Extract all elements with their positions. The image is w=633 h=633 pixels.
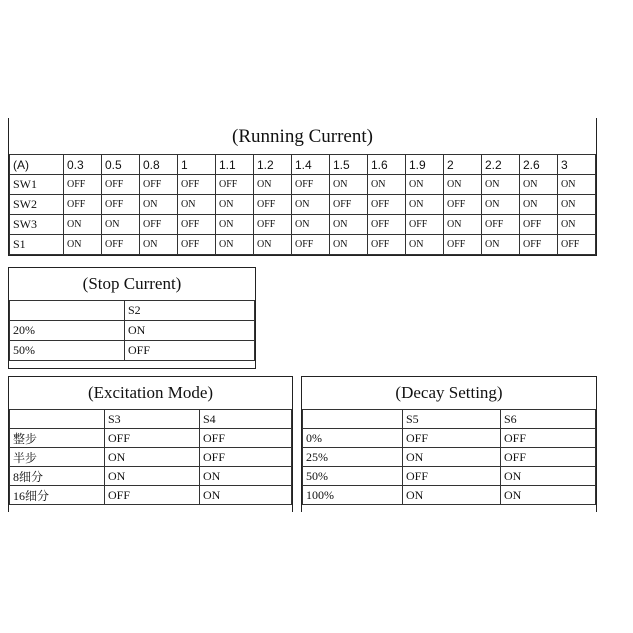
switch-value-cell: ON [558,175,596,195]
column-header-cell: 2 [444,155,482,175]
switch-value-cell: OFF [200,429,292,448]
switch-value-cell: OFF [501,448,596,467]
switch-value-cell: ON [520,195,558,215]
switch-value-cell: ON [558,195,596,215]
switch-value-cell: ON [292,195,330,215]
column-header-cell: 1.2 [254,155,292,175]
switch-value-cell: ON [330,175,368,195]
table-row [303,467,596,486]
table-row [10,486,292,505]
row-label-cell: 50% [303,467,403,486]
row-label-cell: SW1 [10,175,64,195]
switch-value-cell: ON [403,486,501,505]
switch-value-cell: OFF [444,195,482,215]
row-label-cell: 整步 [10,429,105,448]
switch-value-cell: ON [482,235,520,255]
switch-value-cell: OFF [292,235,330,255]
column-header-cell: 1.9 [406,155,444,175]
row-label-cell: S1 [10,235,64,255]
switch-value-cell: OFF [178,235,216,255]
switch-value-cell: ON [406,195,444,215]
column-header-cell: 0.3 [64,155,102,175]
switch-value-cell: OFF [102,175,140,195]
running-current-title: (Running Current) [232,126,373,147]
switch-value-cell: OFF [444,235,482,255]
decay-setting-table [301,376,597,512]
switch-value-cell: ON [140,235,178,255]
switch-value-cell: OFF [482,215,520,235]
header-row [10,301,255,321]
table-row [10,235,596,255]
switch-value-cell: ON [406,235,444,255]
column-header-cell: S3 [105,410,200,429]
row-label-cell: SW2 [10,195,64,215]
switch-value-cell: OFF [140,215,178,235]
switch-value-cell: ON [444,175,482,195]
switch-value-cell: ON [200,467,292,486]
row-label-cell: 50% [10,341,125,361]
decay-setting-title: (Decay Setting) [395,383,503,402]
column-header-cell: 2.2 [482,155,520,175]
switch-value-cell: ON [102,215,140,235]
switch-value-cell: ON [105,467,200,486]
table-row [10,215,596,235]
switch-value-cell: ON [482,195,520,215]
switch-value-cell: OFF [64,195,102,215]
table-row [10,429,292,448]
switch-value-cell: ON [501,486,596,505]
switch-value-cell: ON [200,486,292,505]
column-header-cell: 2.6 [520,155,558,175]
switch-value-cell: OFF [368,235,406,255]
header-row [10,410,292,429]
stop-current-title: (Stop Current) [82,274,182,293]
switch-value-cell: ON [558,215,596,235]
row-label-cell: 100% [303,486,403,505]
column-header-cell: 0.5 [102,155,140,175]
switch-value-cell: ON [520,175,558,195]
switch-value-cell: OFF [102,235,140,255]
running-current-grid [9,154,596,255]
column-header-cell: 1.4 [292,155,330,175]
switch-value-cell: ON [368,175,406,195]
switch-value-cell: OFF [105,429,200,448]
switch-value-cell: ON [292,215,330,235]
corner-cell [10,301,125,321]
table-row [10,195,596,215]
switch-value-cell: OFF [140,175,178,195]
row-label-cell: 半步 [10,448,105,467]
running-current-table [8,118,597,256]
switch-value-cell: OFF [368,195,406,215]
corner-cell: (A) [10,155,64,175]
switch-value-cell: OFF [403,467,501,486]
excitation-mode-table [8,376,293,512]
column-header-cell: S4 [200,410,292,429]
stop-current-grid [9,300,255,361]
column-header-cell: 0.8 [140,155,178,175]
switch-value-cell: ON [105,448,200,467]
switch-value-cell: ON [64,215,102,235]
switch-value-cell: ON [216,215,254,235]
table-row [303,486,596,505]
switch-value-cell: OFF [558,235,596,255]
excitation-mode-title: (Excitation Mode) [87,383,214,402]
switch-value-cell: OFF [330,195,368,215]
table-row [10,175,596,195]
row-label-cell: 20% [10,321,125,341]
column-header-cell: S2 [125,301,255,321]
switch-value-cell: ON [140,195,178,215]
table-row [303,448,596,467]
switch-value-cell: ON [482,175,520,195]
switch-value-cell: OFF [102,195,140,215]
switch-value-cell: OFF [178,215,216,235]
table-row [10,321,255,341]
table-row [303,429,596,448]
column-header-cell: 1.5 [330,155,368,175]
table-row [10,467,292,486]
switch-value-cell: ON [330,215,368,235]
switch-value-cell: OFF [64,175,102,195]
switch-value-cell: OFF [292,175,330,195]
switch-value-cell: OFF [501,429,596,448]
column-header-cell: 1 [178,155,216,175]
switch-value-cell: ON [406,175,444,195]
switch-value-cell: OFF [368,215,406,235]
switch-value-cell: ON [330,235,368,255]
table-row [10,448,292,467]
corner-cell [303,410,403,429]
switch-value-cell: OFF [216,175,254,195]
column-header-cell: S5 [403,410,501,429]
row-label-cell: 25% [303,448,403,467]
switch-value-cell: ON [403,448,501,467]
switch-value-cell: ON [178,195,216,215]
column-header-cell: 1.1 [216,155,254,175]
switch-value-cell: ON [216,235,254,255]
switch-value-cell: ON [501,467,596,486]
row-label-cell: 16细分 [10,486,105,505]
header-row [10,155,596,175]
row-label-cell: 8细分 [10,467,105,486]
switch-value-cell: OFF [403,429,501,448]
column-header-cell: 1.6 [368,155,406,175]
switch-value-cell: OFF [254,215,292,235]
switch-value-cell: OFF [125,341,255,361]
switch-value-cell: ON [64,235,102,255]
switch-value-cell: OFF [200,448,292,467]
switch-value-cell: OFF [520,235,558,255]
decay-setting-grid [302,409,596,505]
row-label-cell: SW3 [10,215,64,235]
switch-value-cell: ON [254,235,292,255]
switch-value-cell: ON [216,195,254,215]
switch-value-cell: ON [254,175,292,195]
header-row [303,410,596,429]
row-label-cell: 0% [303,429,403,448]
table-row [10,341,255,361]
switch-value-cell: OFF [178,175,216,195]
excitation-mode-grid [9,409,292,505]
switch-value-cell: OFF [254,195,292,215]
switch-value-cell: ON [125,321,255,341]
column-header-cell: 3 [558,155,596,175]
switch-value-cell: ON [444,215,482,235]
switch-value-cell: OFF [406,215,444,235]
stop-current-table [8,267,256,369]
column-header-cell: S6 [501,410,596,429]
switch-value-cell: OFF [520,215,558,235]
switch-value-cell: OFF [105,486,200,505]
corner-cell [10,410,105,429]
